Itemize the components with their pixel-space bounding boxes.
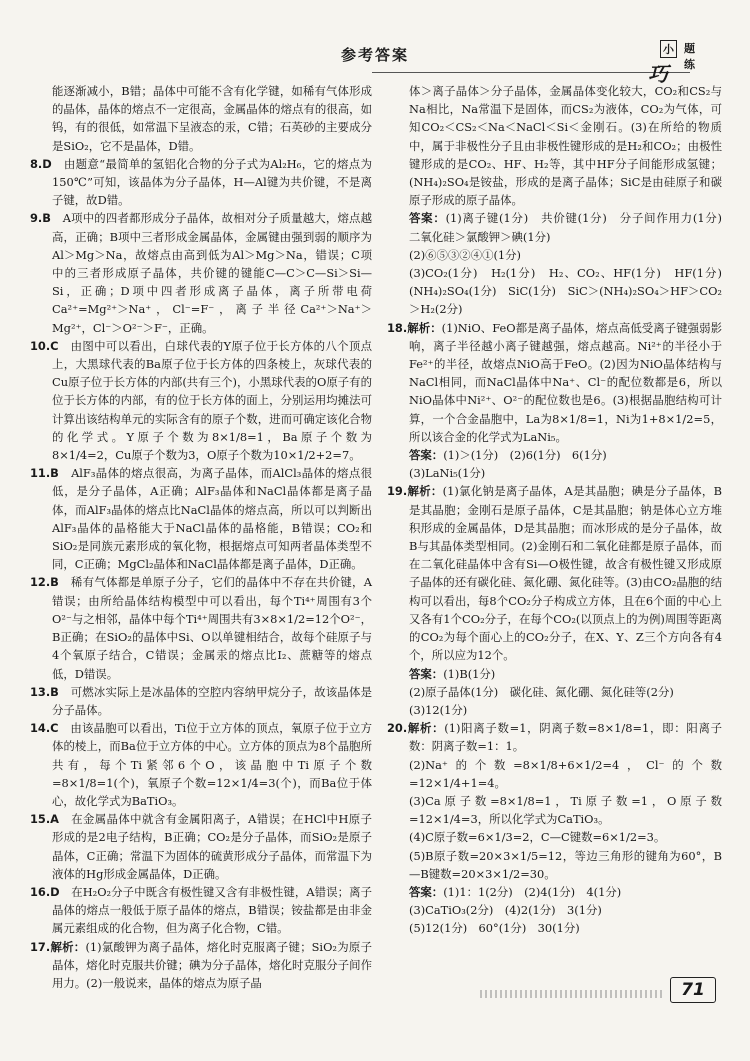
- header-rule: [372, 72, 690, 73]
- answer-text: (2)原子晶体(1分) 碳化硅、氮化硼、氮化硅等(2分): [409, 684, 674, 699]
- logo-char: 题: [684, 42, 695, 55]
- analysis-label: 解析：: [407, 320, 442, 335]
- footer-decoration: [480, 990, 665, 998]
- item-text: 稀有气体都是单原子分子，它们的晶体中不存在共价键，A错误；由所给晶体结构模型中可以看出，每个Ti⁴⁺周围有3个O²⁻与之相邻，晶体中每个Ti⁴⁺周围共有3×8×1/2=12个O²⁻，B正确；在SiO₂的晶体中Si、O以单键相结合，故每个硅原子与4个氧原子结合，C错误；金属汞的熔点比I₂、蔗糖等的熔点低，D错误。: [52, 575, 372, 681]
- analysis-label: 解析：: [407, 484, 443, 499]
- answer-11: [30, 464, 372, 573]
- item-text: 由题意“最简单的氢铝化合物的分子式为Al₂H₆，它的熔点为150℃”可知，该晶体为分子晶体，H—Al键为共价键，不是离子键，故D错。: [52, 156, 372, 208]
- answer-text: (3)CO₂(1分) H₂(1分) H₂、CO₂、HF(1分) HF(1分) (NH₄)₂SO₄(1分) SiC(1分) SiC＞(NH₄)₂SO₄＞HF＞CO₂＞H₂(2分): [409, 266, 734, 317]
- answer-19: [387, 482, 722, 664]
- answer-label: 答案：: [409, 884, 444, 899]
- solution-step: (4)C原子数=6×1/3=2，C—C键数=6×1/2=3。: [409, 830, 666, 845]
- item-text: (1)氯化钠是离子晶体，A是其晶胞；碘是分子晶体，B是其晶胞；金刚石是原子晶体，C是其晶胞；钠是体心立方堆积形成的金属晶体，D是其晶胞；而冰形成的是分子晶体，故B与其晶体类型相同。(2)金刚石和二氧化硅都是原子晶体，而在二氧化硅晶体中含有Si—O极性键，故含有极性键又形成原子晶体的还有碳化硅、氮化硼、氮化硅等。(3)由CO₂晶胞的结构可以看出，每8个CO₂分子构成立方体，且在6个面的中心上又各有1个CO₂分子，在每个CO₂(以顶点上的为例)周围等距离的CO₂为每个面心上的CO₂分子，在X、Y、Z三个方向各有4个，所以应为12个。: [409, 484, 722, 663]
- answer-12: [30, 573, 372, 682]
- logo-char: 练: [684, 58, 695, 71]
- answer-15: [30, 810, 372, 883]
- answer-9: [30, 209, 372, 336]
- item-number: 10.C: [30, 338, 59, 353]
- item-number: 13.B: [30, 684, 59, 699]
- answer-block: [387, 665, 722, 683]
- answer-text: (3)LaNi₅(1分): [409, 466, 486, 481]
- item-text: A项中的四者都形成分子晶体，故相对分子质量越大，熔点越高，正确；B项中三者形成金属晶体，金属键由强到弱的顺序为Al＞Mg＞Na，故熔点由高到低为Al＞Mg＞Na，错误；C项中的三者形成原子晶体，共价键的键能C—C＞C—Si＞Si—Si，正确；D项中四者形成离子晶体，离子所带电荷Ca²⁺=Mg²⁺＞Na⁺，Cl⁻=F⁻，离子半径Ca²⁺＞Na⁺＞Mg²⁺，Cl⁻＞O²⁻＞F⁻，正确。: [52, 211, 372, 335]
- logo-char: 巧: [648, 62, 668, 86]
- answer-18: [387, 319, 722, 446]
- logo-char: 小: [660, 40, 677, 58]
- answer-label: 答案：: [409, 666, 444, 681]
- answer-text: (1)1：1(2分) (2)4(1分) 4(1分): [443, 884, 622, 899]
- answer-14: [30, 719, 372, 810]
- item-number: 14.C: [30, 721, 59, 736]
- solution-step: (5)B原子数=20×3×1/5=12，等边三角形的键角为60°，B—B键数=20×3×1/2=30。: [409, 848, 722, 881]
- item-number: 12.B: [30, 575, 59, 590]
- page-header: [0, 0, 750, 86]
- answer-block: [387, 883, 722, 901]
- item-number: 19.: [387, 484, 408, 499]
- answer-text: (3)CaTiO₃(2分) (4)2(1分) 3(1分): [409, 903, 602, 918]
- answer-text: (1)B(1分): [443, 666, 496, 681]
- item-number: 9.B: [30, 211, 51, 226]
- answer-label: 答案：: [409, 448, 444, 463]
- answer-text: (1)＞(1分) (2)6(1分) 6(1分): [443, 448, 607, 463]
- solution-step: (3)Ca原子数=8×1/8=1，Ti原子数=1，O原子数=12×1/4=3，所以化学式为CaTiO₃。: [409, 793, 722, 827]
- item-number: 20.: [387, 721, 408, 736]
- left-column: [30, 82, 372, 992]
- answer-block: [387, 209, 734, 245]
- answer-10: [30, 337, 372, 464]
- item-text: (1)氯酸钾为离子晶体，熔化时克服离子键；SiO₂为原子晶体，熔化时克服共价键；碘为分子晶体，熔化时克服分子间作用力。(2)一般说来，晶体的熔点为原子晶: [52, 939, 372, 990]
- item-text: 在H₂O₂分子中既含有极性键又含有非极性键，A错误；离子晶体的熔点一般低于原子晶体的熔点，B错误；铵盐都是由非金属元素组成的化合物，但为离子化合物，C错。: [52, 884, 372, 936]
- page-number: 71: [670, 977, 716, 1003]
- item-number: 15.A: [30, 812, 59, 827]
- answer-text: (3)12(1分): [409, 702, 468, 717]
- answer-13: [30, 683, 372, 719]
- continued-text: 体＞离子晶体＞分子晶体，金属晶体变化较大，CO₂和CS₂与Na相比，Na常温下是固体，而CS₂为液体，CO₂为气体，可知CO₂＜CS₂＜Na＜NaCl＜Si＜金刚石。(3)在所给的物质中，属于非极性分子且由非极性键形成的是H₂和CO₂；由极性键形成的是CO₂、HF、H₂等，其中HF分子间能形成氢键；(NH₄)₂SO₄是铵盐，形成的是离子晶体；SiC是由硅原子和碳原子形成的原子晶体。: [409, 84, 722, 208]
- item-number: 18.: [387, 320, 408, 335]
- answer-8: [30, 155, 372, 210]
- series-logo: [648, 36, 706, 86]
- page-title: 参考答案: [340, 46, 409, 64]
- item-text: (1)NiO、FeO都是离子晶体，熔点高低受离子键强弱影响，离子半径越小离子键越强，熔点越高。Ni²⁺的半径小于Fe²⁺的半径，故熔点NiO高于FeO。(2)因为NiO晶体结构与NaCl相同，而NaCl晶体中Na⁺、Cl⁻的配位数都是6，所以NiO晶体中Ni²⁺、O²⁻的配位数也是6。(3)根据晶胞结构可计算，一个合金晶胞中，La为8×1/8=1，Ni为1+8×1/2=5，所以该合金的化学式为LaNi₅。: [409, 320, 722, 444]
- answer-text: (2)⑥⑤③②④①(1分): [409, 247, 522, 262]
- item-number: 16.D: [30, 884, 60, 899]
- answer-block: [387, 446, 722, 464]
- solution-step: (2)Na⁺的个数=8×1/8+6×1/2=4，Cl⁻的个数=12×1/4+1=4。: [409, 757, 722, 790]
- item-text: 可燃冰实际上是冰晶体的空腔内容纳甲烷分子，故该晶体是分子晶体。: [52, 684, 372, 717]
- answer-label: 答案：: [409, 211, 446, 226]
- continued-text: 能逐渐减小，B错；晶体中可能不含有化学键，如稀有气体形成的晶体，晶体的熔点不一定很高，金属晶体的熔点有的很高，如钨，有的很低，如常温下呈液态的汞，C错；石英砂的主要成分是SiO₂，它不是晶体，D错。: [52, 84, 372, 153]
- analysis-label: 解析：: [50, 939, 86, 954]
- answer-20: [387, 719, 722, 755]
- answer-16: [30, 883, 372, 938]
- answer-17: [30, 938, 372, 993]
- item-text: 由图中可以看出，白球代表的Y原子位于长方体的八个顶点上，大黑球代表的Ba原子位于长方体的四条棱上，灰球代表的Cu原子位于长方体的内部(共有三个)，小黑球代表的O原子有的位于长方体的内部，有的位于长方体的面上，分别运用均摊法可计算出该结构单元的实际含有的原子个数，进而可确定该化合物的化学式。Y原子个数为8×1/8=1，Ba原子个数为8×1/4=2，Cu原子个数为3，O原子个数为10×1/2+2=7。: [52, 338, 372, 463]
- analysis-label: 解析：: [407, 721, 445, 736]
- answer-text: (5)12(1分) 60°(1分) 30(1分): [409, 921, 580, 936]
- answer-text: (1)离子键(1分) 共价键(1分) 分子间作用力(1分) 二氧化硅＞氯酸钾＞碘(1分): [409, 211, 734, 244]
- item-text: 在金属晶体中就含有金属阳离子，A错误；在HCl中H原子形成的是2电子结构，B正确；CO₂是分子晶体，而SiO₂是原子晶体，C正确；常温下为固体的硫黄形成分子晶体，而常温下为液体的Hg形成金属晶体，D正确。: [52, 812, 372, 881]
- item-number: 8.D: [30, 156, 52, 171]
- right-column: [387, 82, 734, 938]
- item-number: 17.: [30, 939, 51, 954]
- item-number: 11.B: [30, 466, 59, 481]
- item-text: (1)阳离子数=1，阴离子数=8×1/8=1，即：阳离子数：阴离子数=1：1。: [409, 721, 722, 754]
- item-text: 由该晶胞可以看出，Ti位于立方体的顶点，氧原子位于立方体的棱上，而Ba位于立方体的中心。立方体的顶点为8个晶胞所共有，每个Ti紧邻6个O，该晶胞中Ti原子个数=8×1/8=1(个)，氧原子个数=12×1/4=3(个)，而Ba位于体心，故化学式为BaTiO₃。: [52, 721, 372, 808]
- item-text: AlF₃晶体的熔点很高，为离子晶体，而AlCl₃晶体的熔点很低，是分子晶体，A正确；AlF₃晶体和NaCl晶体都是离子晶体，而AlF₃晶体的熔点比NaCl晶体的熔点高，所以可以判断出AlF₃晶体的晶格能大于NaCl晶体的晶格能，B错误；CO₂和SiO₂是同族元素形成的氧化物，根据熔点可知两者晶体类型不同，C正确；MgCl₂晶体和NaCl晶体都是离子晶体，D正确。: [52, 466, 372, 572]
